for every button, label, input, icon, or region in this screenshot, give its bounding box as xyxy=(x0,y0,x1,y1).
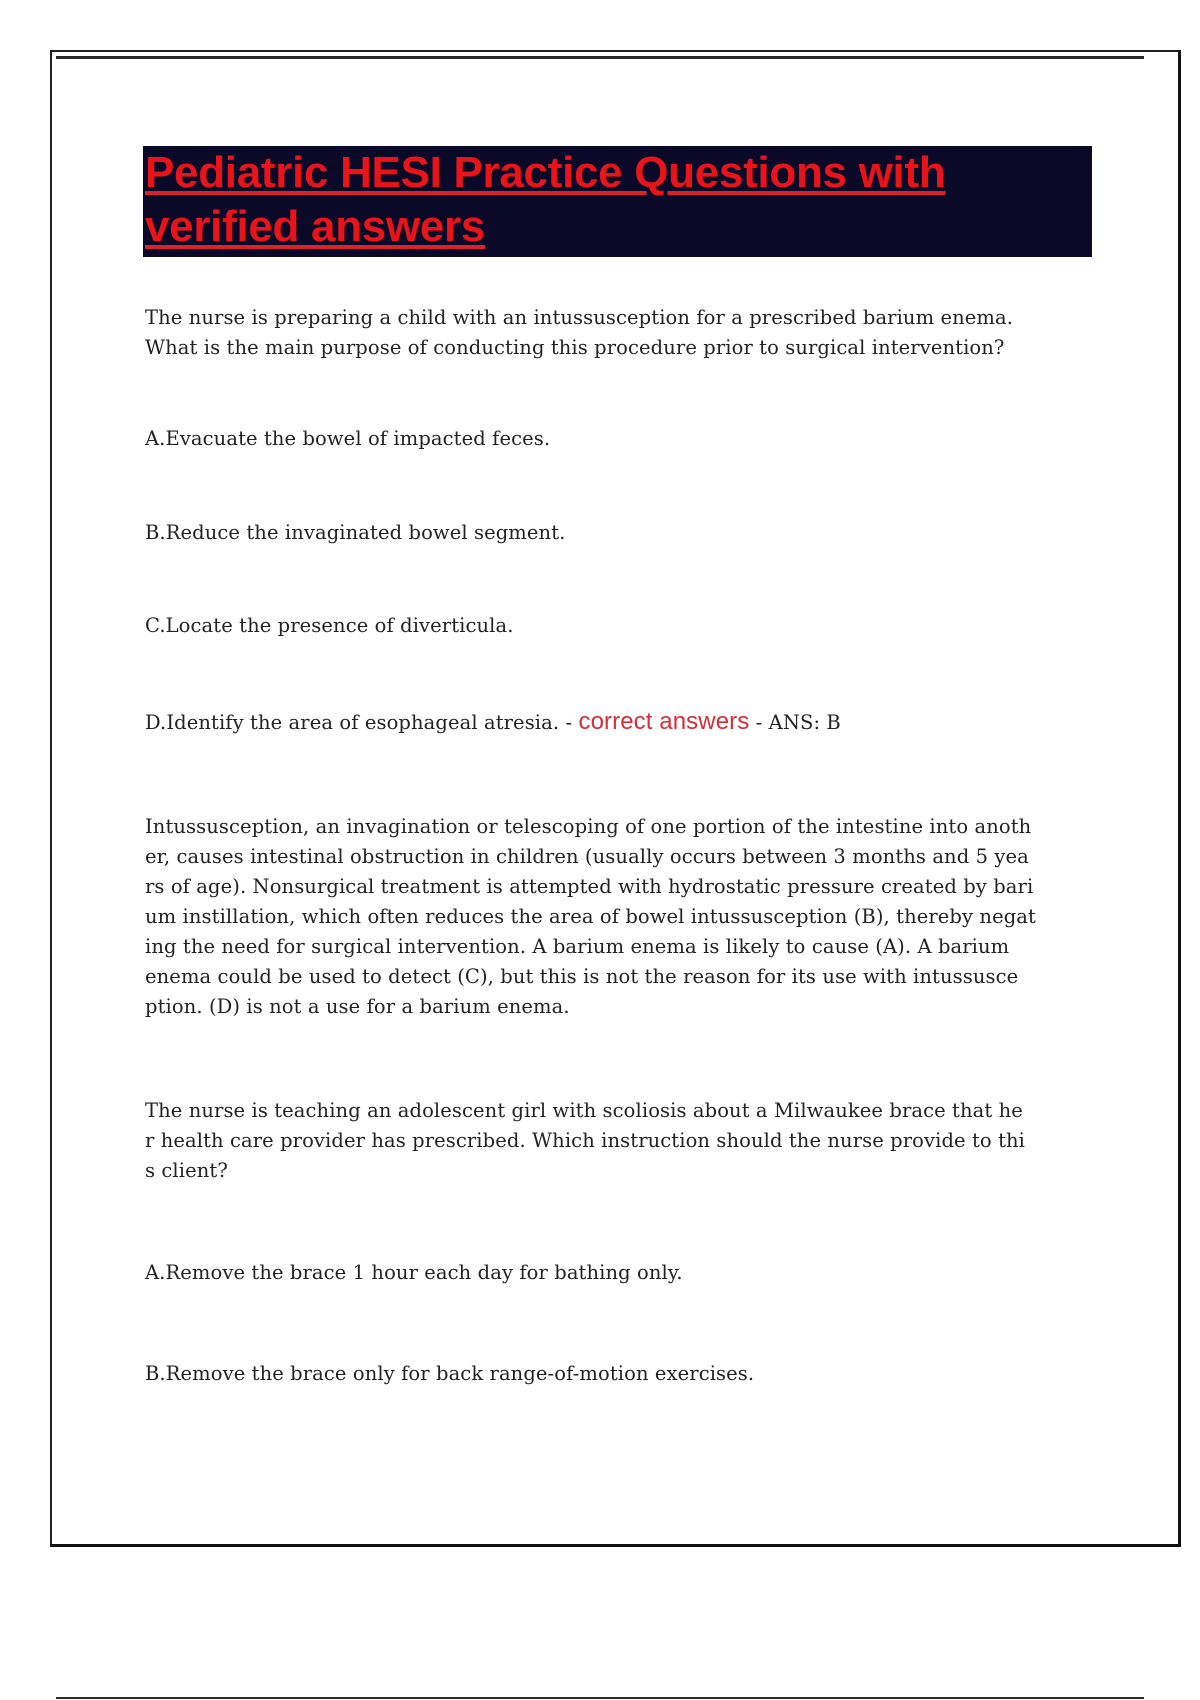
rationale-line: rs of age). Nonsurgical treatment is attempted with hydrostatic pressure created by bari xyxy=(145,875,1034,898)
question-1-rationale xyxy=(145,812,1085,1022)
question-2-stem-line: r health care provider has prescribed. Which instruction should the nurse provide to thi xyxy=(145,1129,1025,1152)
bottom-rule-divider xyxy=(56,1697,1144,1699)
rationale-line: ption. (D) is not a use for a barium enema. xyxy=(145,995,570,1018)
question-1-stem-line: What is the main purpose of conducting this procedure prior to surgical intervention? xyxy=(145,336,1005,359)
document-title xyxy=(145,146,1092,254)
top-rule-divider xyxy=(56,56,1144,59)
answer-prefix: - xyxy=(559,711,579,734)
answer-key: - ANS: B xyxy=(749,711,841,734)
correct-answers-marker: correct answers xyxy=(578,708,750,735)
rationale-line: enema could be used to detect (C), but this is not the reason for its use with intussusce xyxy=(145,965,1019,988)
rationale-line: um instillation, which often reduces the area of bowel intussusception (B), thereby negat xyxy=(145,905,1036,928)
question-2-stem-line: The nurse is teaching an adolescent girl with scoliosis about a Milwaukee brace that he xyxy=(145,1099,1023,1122)
question-2-stem xyxy=(145,1096,1085,1186)
rationale-line: er, causes intestinal obstruction in children (usually occurs between 3 months and 5 yea xyxy=(145,845,1029,868)
question-1-option-d-text: D.Identify the area of esophageal atresia. xyxy=(145,711,560,734)
question-1-option-d xyxy=(145,707,1085,738)
question-2-option-b: B.Remove the brace only for back range-of-motion exercises. xyxy=(145,1362,755,1385)
page-frame xyxy=(50,50,1181,1547)
question-1-stem-line: The nurse is preparing a child with an intussusception for a prescribed barium enema. xyxy=(145,306,1014,329)
rationale-line: Intussusception, an invagination or telescoping of one portion of the intestine into anoth xyxy=(145,815,1032,838)
title-line-1: Pediatric HESI Practice Questions with xyxy=(145,148,946,197)
question-2-option-a: A.Remove the brace 1 hour each day for bathing only. xyxy=(145,1261,683,1284)
title-line-2: verified answers xyxy=(145,202,486,251)
question-1-stem xyxy=(145,303,1085,363)
rationale-line: ing the need for surgical intervention. A barium enema is likely to cause (A). A barium xyxy=(145,935,1010,958)
question-1-option-b: B.Reduce the invaginated bowel segment. xyxy=(145,521,566,544)
question-2-stem-line: s client? xyxy=(145,1159,228,1182)
question-1-option-a: A.Evacuate the bowel of impacted feces. xyxy=(145,427,551,450)
question-1-option-c: C.Locate the presence of diverticula. xyxy=(145,614,514,637)
document-title-banner xyxy=(143,146,1092,257)
